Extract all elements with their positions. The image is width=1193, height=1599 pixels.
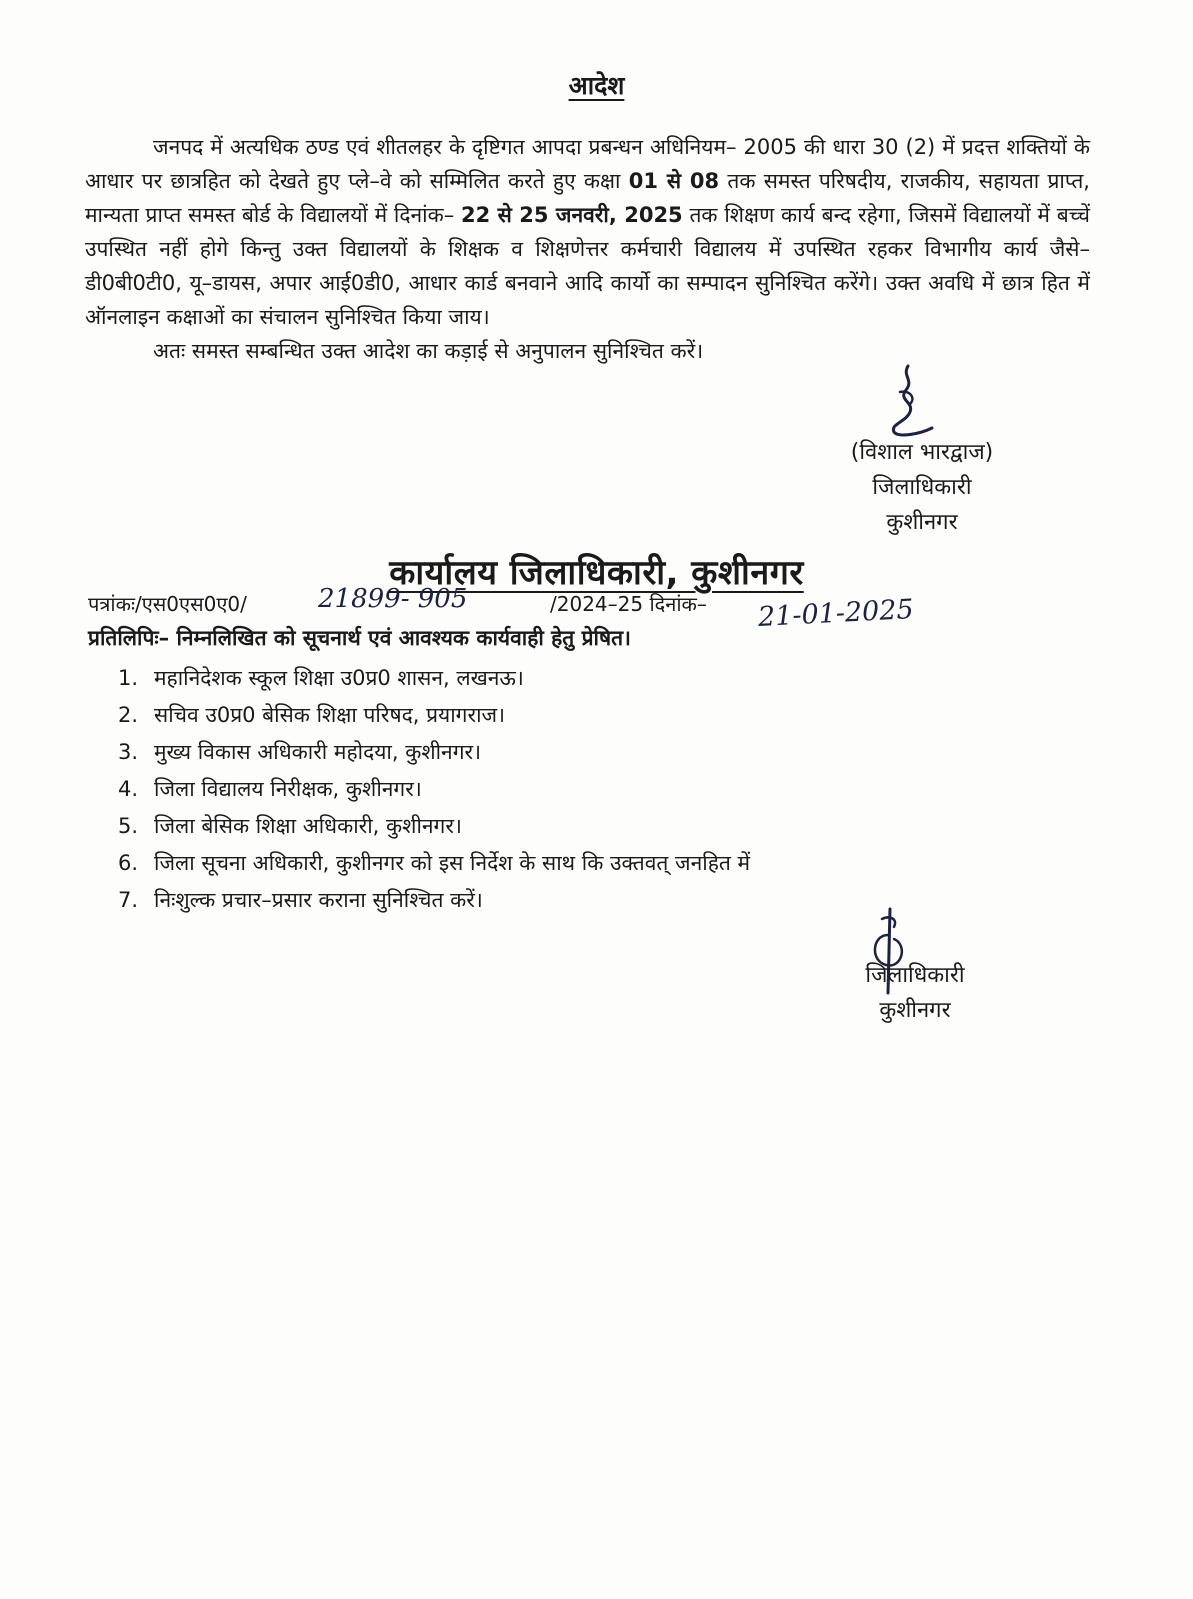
distribution-list [118, 660, 1018, 919]
order-body [85, 130, 1090, 368]
list-item-number: 5. [118, 814, 139, 838]
signature-block-2 [800, 958, 1030, 1028]
list-item-text: मुख्य विकास अधिकारी महोदया, कुशीनगर। [154, 740, 482, 764]
office-heading: कार्यालय जिलाधिकारी, कुशीनगर [389, 553, 804, 593]
list-item-number: 2. [118, 703, 139, 727]
list-item [118, 771, 1018, 808]
list-item-text: जिला विद्यालय निरीक्षक, कुशीनगर। [154, 777, 422, 801]
signatory-designation: जिलाधिकारी [872, 475, 972, 500]
list-item-number: 3. [118, 740, 139, 764]
list-item-text: महानिदेशक स्कूल शिक्षा उ0प्र0 शासन, लखनऊ। [154, 666, 524, 690]
signatory-place: कुशीनगर [886, 510, 958, 535]
reference-year-date-label: /2024–25 दिनांक– [550, 592, 707, 616]
list-item-text: जिला सूचना अधिकारी, कुशीनगर को इस निर्देश के साथ कि उक्तवत् जनहित में [154, 851, 751, 875]
signatory-name: (विशाल भारद्वाज) [850, 440, 994, 465]
list-item-number: 1. [118, 666, 139, 690]
signature-mark-1 [880, 362, 940, 442]
list-item [118, 697, 1018, 734]
reference-date-handwritten: 21-01-2025 [757, 593, 915, 634]
list-item-text: निःशुल्क प्रचार–प्रसार कराना सुनिश्चित करें। [154, 888, 483, 912]
order-heading: आदेश [568, 71, 625, 100]
list-item-text: सचिव उ0प्र0 बेसिक शिक्षा परिषद, प्रयागराज। [154, 703, 506, 727]
reference-number-handwritten: 21899- 905 [318, 584, 468, 614]
reference-line [88, 584, 1088, 634]
order-paragraph-1: जनपद में अत्यधिक ठण्ड एवं शीतलहर के दृष्टिगत आपदा प्रबन्धन अधिनियम– 2005 की धारा 30 (2) में प्रदत्त शक्तियों के आधार पर छात्रहित को देखते हुए प्ले–वे को सम्मिलित करते हुए कक्षा 01 से 08 तक समस्त परिषदीय, राजकीय, सहायता प्राप्त, मान्यता प्राप्त समस्त बोर्ड के विद्यालयों में दिनांक– 22 से 25 जनवरी, 2025 तक शिक्षण कार्य बन्द रहेगा, जिसमें विद्यालयों में बच्चें उपस्थित नहीं होगे किन्तु उक्त विद्यालयों के शिक्षक व शिक्षणेत्तर कर्मचारी विद्यालय में उपस्थित रहकर विभागीय कार्य जैसे– डी0बी0टी0, यू–डायस, अपार आई0डी0, आधार कार्ड बनवाने आदि कार्यो का सम्पादन सुनिश्चित करेंगे। उक्त अवधि में छात्र हित में ऑनलाइन कक्षाओं का संचालन सुनिश्चित किया जाय। [85, 135, 1090, 329]
list-item [118, 660, 1018, 697]
order-paragraph-2: अतः समस्त सम्बन्धित उक्त आदेश का कड़ाई से अनुपालन सुनिश्चित करें। [153, 339, 704, 363]
list-item-text: जिला बेसिक शिक्षा अधिकारी, कुशीनगर। [154, 814, 462, 838]
reference-prefix: पत्रांकः/एस0एस0ए0/ [88, 592, 247, 616]
list-item-number: 6. [118, 851, 139, 875]
list-item [118, 734, 1018, 771]
list-item-number: 7. [118, 888, 139, 912]
signatory-place-2: कुशीनगर [879, 998, 951, 1023]
copy-to-line: प्रतिलिपिः– निम्नलिखित को सूचनार्थ एवं आवश्यक कार्यवाही हेतु प्रेषित। [88, 626, 632, 650]
list-item-number: 4. [118, 777, 139, 801]
signatory-designation-2: जिलाधिकारी [865, 963, 965, 988]
signature-block-1 [822, 435, 1022, 540]
list-item [118, 808, 1018, 845]
list-item [118, 845, 1018, 882]
